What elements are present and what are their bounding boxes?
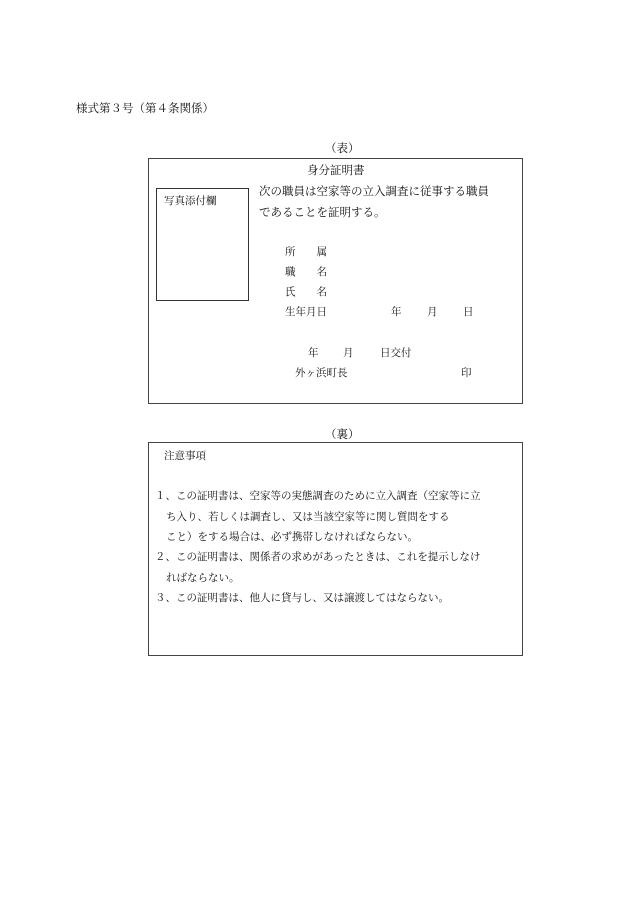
note-2-line-2: ればならない。	[166, 572, 240, 584]
field-position-label: 職 名	[285, 266, 327, 278]
note-1-line-3: こと）をする場合は、必ず携帯しなければならない。	[166, 531, 418, 543]
field-birthdate-label: 生年月日	[285, 306, 327, 318]
note-2-line-1: ２、この証明書は、関係者の求めがあったときは、これを提示しなけ	[155, 551, 481, 563]
field-name-label: 氏 名	[285, 286, 327, 298]
note-1-line-1: １、この証明書は、空家等の実態調査のために立入調査（空家等に立	[155, 490, 481, 502]
notes-title: 注意事項	[164, 450, 206, 462]
birth-month-label: 月	[427, 306, 438, 318]
id-card-back	[148, 442, 523, 656]
form-number-header: 様式第３号（第４条関係）	[76, 101, 214, 115]
note-3-line-1: ３、この証明書は、他人に貸与し、又は譲渡してはならない。	[155, 592, 449, 604]
issuer-name: 外ヶ浜町長	[295, 367, 348, 379]
back-side-label: （裏）	[325, 427, 360, 441]
front-side-label: （表）	[325, 141, 360, 155]
birth-year-label: 年	[391, 306, 402, 318]
issue-month-label: 月	[343, 347, 354, 359]
card-title: 身分証明書	[307, 163, 365, 177]
field-affiliation-label: 所 属	[285, 246, 327, 258]
issue-year-label: 年	[308, 347, 319, 359]
statement-line-1: 次の職員は空家等の立入調査に従事する職員	[259, 184, 489, 198]
photo-label: 写真添付欄	[164, 195, 217, 207]
issue-day-label: 日交付	[380, 347, 412, 359]
seal-mark: 印	[461, 367, 472, 379]
statement-line-2: であることを証明する。	[259, 205, 386, 219]
birth-day-label: 日	[463, 306, 474, 318]
note-1-line-2: ち入り、若しくは調査し、又は当該空家等に関し質問をする	[166, 511, 450, 523]
